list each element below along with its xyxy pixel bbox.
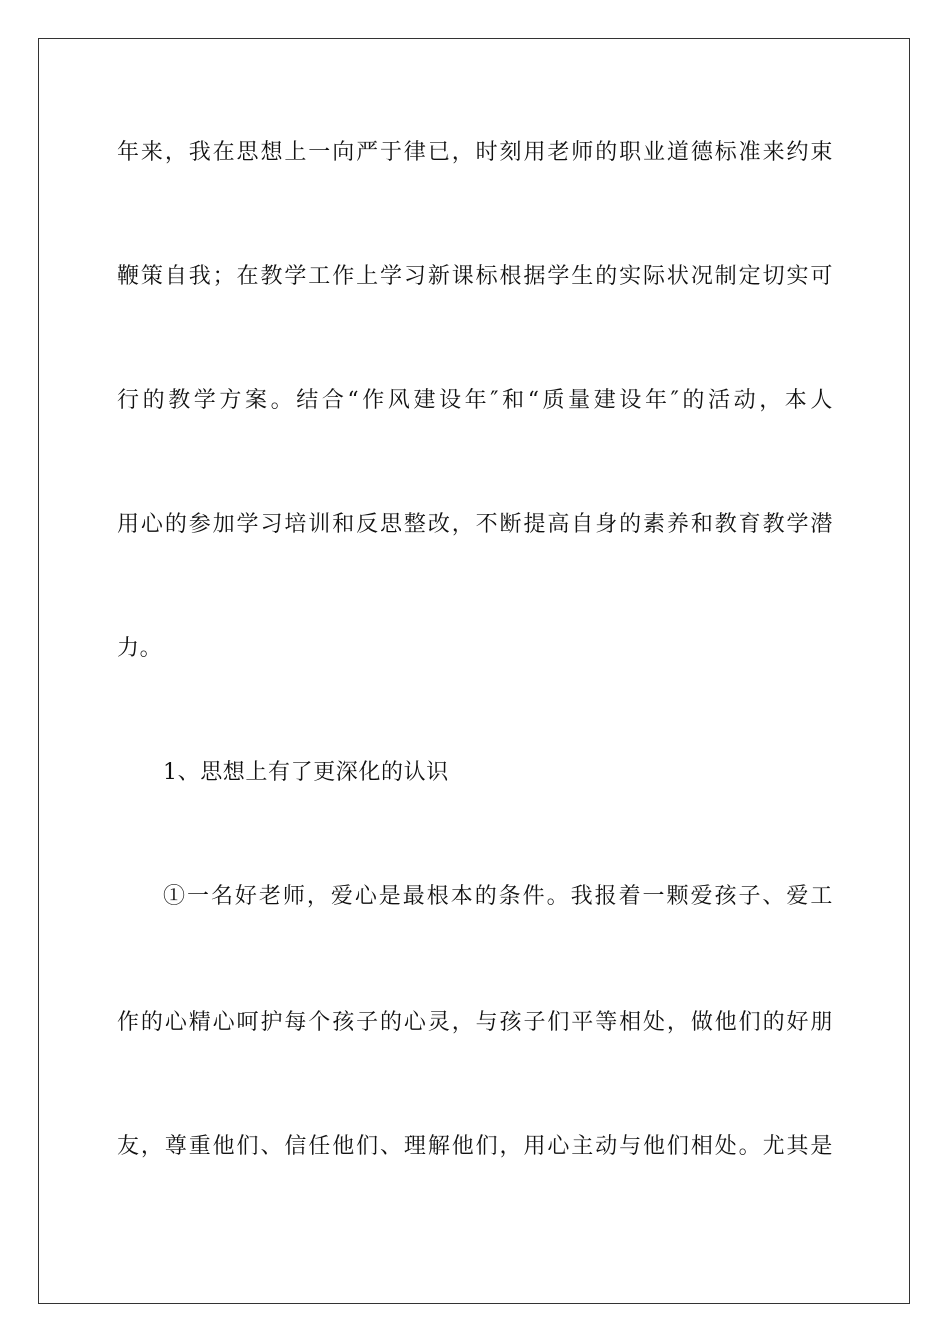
paragraph2-line-1: ①一名好老师，爱心是最根本的条件。我报着一颗爱孩子、爱工 [163,884,833,909]
paragraph-line-3: 行的教学方案。结合“作风建设年″和“质量建设年″的活动，本人 [117,388,833,413]
paragraph-line-5: 力。 [117,636,163,661]
paragraph-line-4: 用心的参加学习培训和反思整改，不断提高自身的素养和教育教学潜 [117,512,833,537]
paragraph2-line-3: 友，尊重他们、信任他们、理解他们，用心主动与他们相处。尤其是 [117,1134,833,1159]
paragraph-line-2: 鞭策自我；在教学工作上学习新课标根据学生的实际状况制定切实可 [117,264,833,289]
page-border [38,38,910,1304]
paragraph2-line-2: 作的心精心呵护每个孩子的心灵，与孩子们平等相处，做他们的好朋 [117,1010,833,1035]
paragraph-line-1: 年来，我在思想上一向严于律已，时刻用老师的职业道德标准来约束 [117,140,833,165]
section-heading: 1、思想上有了更深化的认识 [163,760,449,785]
